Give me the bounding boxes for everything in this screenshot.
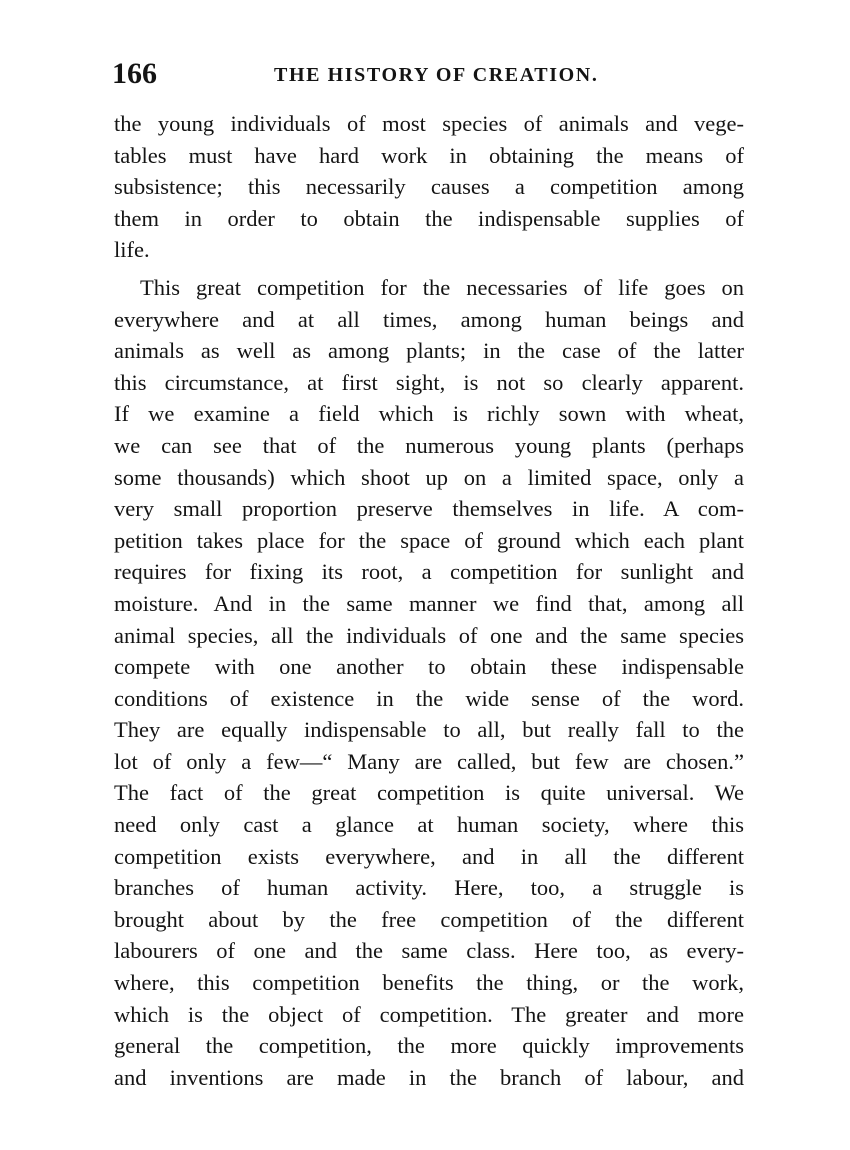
text-line: everywhere and at all times, among human beings and <box>114 306 744 332</box>
text-line: labourers of one and the same class. Here too, as every- <box>114 938 744 964</box>
text-line: subsistence; this necessarily causes a competition among <box>114 174 744 200</box>
text-line: which is the object of competition. The greater and more <box>114 1001 744 1027</box>
text-line: The fact of the great competition is quite universal. We <box>114 780 744 806</box>
text-line: lot of only a few—“ Many are called, but few are chosen.” <box>114 748 744 774</box>
text-line: this circumstance, at first sight, is not so clearly apparent. <box>114 369 744 395</box>
text-line: life. <box>114 237 150 263</box>
paragraph-1 <box>114 108 744 266</box>
text-line: brought about by the free competition of the different <box>114 906 744 932</box>
page-body-text <box>114 108 744 1093</box>
text-line: where, this competition benefits the thing, or the work, <box>114 970 744 996</box>
text-line: This great competition for the necessaries of life goes on <box>140 274 744 300</box>
text-line: animal species, all the individuals of one and the same species <box>114 622 744 648</box>
text-line: competition exists everywhere, and in all the different <box>114 843 744 869</box>
text-line: moisture. And in the same manner we find that, among all <box>114 590 744 616</box>
page-number: 166 <box>112 57 157 90</box>
text-line: requires for fixing its root, a competition for sunlight and <box>114 559 744 585</box>
text-line: tables must have hard work in obtaining the means of <box>114 142 744 168</box>
text-line: the young individuals of most species of animals and vege- <box>114 111 744 136</box>
text-line: very small proportion preserve themselves in life. A com- <box>114 496 744 522</box>
page-header <box>112 54 752 94</box>
paragraph-2 <box>114 272 744 1093</box>
text-line: animals as well as among plants; in the case of the latter <box>114 338 744 364</box>
text-line: some thousands) which shoot up on a limited space, only a <box>114 464 744 490</box>
text-line: If we examine a field which is richly sown with wheat, <box>114 401 744 427</box>
text-line: compete with one another to obtain these indispensable <box>114 654 744 680</box>
text-line: we can see that of the numerous young plants (perhaps <box>114 432 744 458</box>
text-line: petition takes place for the space of ground which each plant <box>114 527 744 553</box>
text-line: and inventions are made in the branch of labour, and <box>114 1064 744 1090</box>
text-line: them in order to obtain the indispensable supplies of <box>114 205 744 231</box>
text-line: branches of human activity. Here, too, a struggle is <box>114 875 744 901</box>
running-title: THE HISTORY OF CREATION. <box>274 64 599 86</box>
text-line: conditions of existence in the wide sense of the word. <box>114 685 744 711</box>
text-line: general the competition, the more quickly improvements <box>114 1033 744 1059</box>
text-line: need only cast a glance at human society, where this <box>114 812 744 838</box>
text-line: They are equally indispensable to all, but really fall to the <box>114 717 744 743</box>
